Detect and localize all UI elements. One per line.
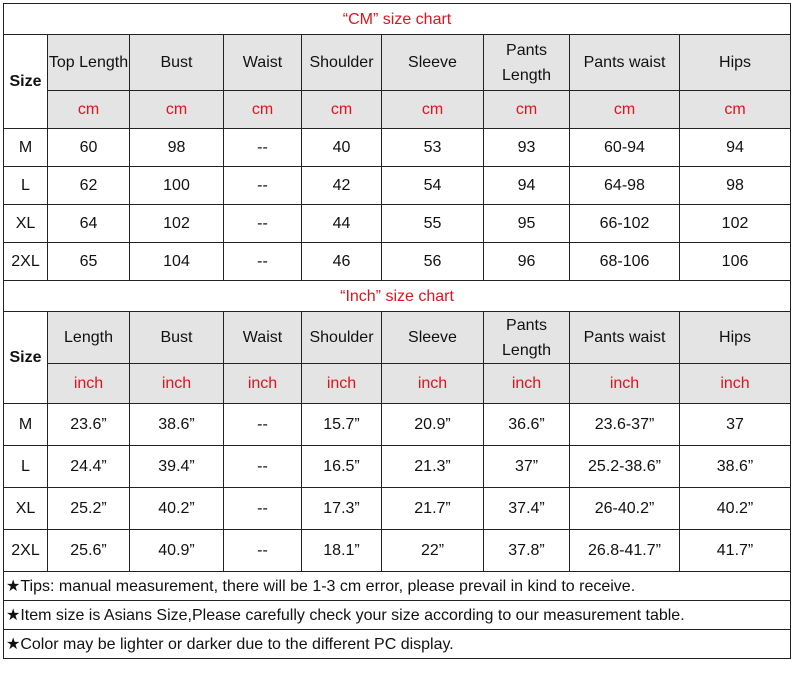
cm-value-cell: 55 (382, 205, 484, 243)
cm-unit-cell: cm (382, 91, 484, 129)
cm-unit-row (4, 91, 791, 129)
size-chart-table (3, 3, 791, 659)
inch-size-cell: 2XL (4, 530, 48, 572)
cm-value-cell: 53 (382, 129, 484, 167)
inch-unit-cell: inch (302, 364, 382, 404)
cm-value-cell: 95 (484, 205, 570, 243)
inch-column-header: Pants Length (484, 312, 570, 364)
cm-unit-cell: cm (224, 91, 302, 129)
cm-value-cell: 102 (130, 205, 224, 243)
inch-value-cell: 39.4” (130, 446, 224, 488)
inch-value-cell: 40.9” (130, 530, 224, 572)
inch-unit-cell: inch (48, 364, 130, 404)
inch-unit-cell: inch (130, 364, 224, 404)
cm-size-cell: 2XL (4, 243, 48, 281)
cm-value-cell: 40 (302, 129, 382, 167)
note-row (4, 601, 791, 630)
inch-column-header: Sleeve (382, 312, 484, 364)
cm-column-header: Shoulder (302, 35, 382, 91)
inch-value-cell: 15.7” (302, 404, 382, 446)
cm-column-header: Top Length (48, 35, 130, 91)
inch-value-cell: 21.3” (382, 446, 484, 488)
cm-value-cell: 60-94 (570, 129, 680, 167)
inch-value-cell: 26.8-41.7” (570, 530, 680, 572)
cm-value-cell: 68-106 (570, 243, 680, 281)
inch-value-cell: 41.7” (680, 530, 791, 572)
inch-title-row (4, 281, 791, 312)
inch-table-row (4, 488, 791, 530)
cm-unit-cell: cm (302, 91, 382, 129)
cm-value-cell: 64-98 (570, 167, 680, 205)
cm-value-cell: -- (224, 243, 302, 281)
note-row (4, 572, 791, 601)
cm-value-cell: 60 (48, 129, 130, 167)
cm-table-row (4, 205, 791, 243)
inch-value-cell: 37 (680, 404, 791, 446)
cm-value-cell: -- (224, 129, 302, 167)
cm-value-cell: 56 (382, 243, 484, 281)
inch-value-cell: 37” (484, 446, 570, 488)
inch-unit-cell: inch (224, 364, 302, 404)
cm-size-cell: L (4, 167, 48, 205)
inch-value-cell: 37.4” (484, 488, 570, 530)
inch-unit-cell: inch (570, 364, 680, 404)
cm-value-cell: 98 (130, 129, 224, 167)
inch-table-row (4, 446, 791, 488)
inch-value-cell: 40.2” (130, 488, 224, 530)
cm-value-cell: 54 (382, 167, 484, 205)
cm-unit-cell: cm (484, 91, 570, 129)
note-text: ★Color may be lighter or darker due to the different PC display. (4, 630, 791, 659)
cm-size-header: Size (4, 35, 48, 129)
inch-value-cell: 23.6” (48, 404, 130, 446)
inch-unit-cell: inch (484, 364, 570, 404)
cm-unit-cell: cm (570, 91, 680, 129)
inch-value-cell: 18.1” (302, 530, 382, 572)
cm-chart-title: “CM” size chart (4, 4, 791, 35)
inch-value-cell: 22” (382, 530, 484, 572)
inch-table-row (4, 530, 791, 572)
note-text: ★Item size is Asians Size,Please carefully check your size according to our measurement table. (4, 601, 791, 630)
inch-value-cell: -- (224, 488, 302, 530)
inch-value-cell: 26-40.2” (570, 488, 680, 530)
note-text: ★Tips: manual measurement, there will be 1-3 cm error, please prevail in kind to receive. (4, 572, 791, 601)
cm-value-cell: -- (224, 205, 302, 243)
cm-column-header: Pants Length (484, 35, 570, 91)
inch-unit-cell: inch (680, 364, 791, 404)
inch-value-cell: 25.2” (48, 488, 130, 530)
inch-unit-row (4, 364, 791, 404)
inch-unit-cell: inch (382, 364, 484, 404)
cm-table-row (4, 243, 791, 281)
inch-value-cell: 17.3” (302, 488, 382, 530)
inch-value-cell: 36.6” (484, 404, 570, 446)
inch-header-row (4, 312, 791, 364)
inch-value-cell: 24.4” (48, 446, 130, 488)
cm-column-header: Hips (680, 35, 791, 91)
cm-value-cell: 93 (484, 129, 570, 167)
inch-value-cell: 25.2-38.6” (570, 446, 680, 488)
cm-value-cell: 44 (302, 205, 382, 243)
inch-column-header: Hips (680, 312, 791, 364)
inch-value-cell: 23.6-37” (570, 404, 680, 446)
cm-column-header: Pants waist (570, 35, 680, 91)
cm-unit-cell: cm (130, 91, 224, 129)
inch-column-header: Shoulder (302, 312, 382, 364)
inch-value-cell: -- (224, 530, 302, 572)
inch-value-cell: 16.5” (302, 446, 382, 488)
cm-table-row (4, 167, 791, 205)
inch-chart-title: “Inch” size chart (4, 281, 791, 312)
cm-value-cell: 65 (48, 243, 130, 281)
cm-value-cell: 94 (484, 167, 570, 205)
inch-value-cell: 40.2” (680, 488, 791, 530)
inch-value-cell: -- (224, 446, 302, 488)
cm-value-cell: 104 (130, 243, 224, 281)
cm-unit-cell: cm (680, 91, 791, 129)
inch-column-header: Pants waist (570, 312, 680, 364)
inch-column-header: Length (48, 312, 130, 364)
inch-value-cell: -- (224, 404, 302, 446)
inch-size-cell: XL (4, 488, 48, 530)
cm-size-cell: M (4, 129, 48, 167)
cm-value-cell: 106 (680, 243, 791, 281)
size-chart-body (4, 4, 791, 659)
inch-column-header: Waist (224, 312, 302, 364)
cm-value-cell: 42 (302, 167, 382, 205)
cm-column-header: Waist (224, 35, 302, 91)
cm-column-header: Bust (130, 35, 224, 91)
inch-value-cell: 37.8” (484, 530, 570, 572)
cm-value-cell: 46 (302, 243, 382, 281)
inch-size-header: Size (4, 312, 48, 404)
inch-table-row (4, 404, 791, 446)
cm-size-cell: XL (4, 205, 48, 243)
cm-value-cell: 96 (484, 243, 570, 281)
cm-value-cell: 98 (680, 167, 791, 205)
cm-value-cell: 102 (680, 205, 791, 243)
inch-size-cell: L (4, 446, 48, 488)
cm-value-cell: 62 (48, 167, 130, 205)
inch-column-header: Bust (130, 312, 224, 364)
cm-value-cell: -- (224, 167, 302, 205)
cm-value-cell: 94 (680, 129, 791, 167)
cm-unit-cell: cm (48, 91, 130, 129)
inch-value-cell: 25.6” (48, 530, 130, 572)
inch-value-cell: 21.7” (382, 488, 484, 530)
cm-value-cell: 64 (48, 205, 130, 243)
inch-value-cell: 20.9” (382, 404, 484, 446)
inch-value-cell: 38.6” (680, 446, 791, 488)
cm-header-row (4, 35, 791, 91)
cm-value-cell: 66-102 (570, 205, 680, 243)
cm-title-row (4, 4, 791, 35)
cm-table-row (4, 129, 791, 167)
inch-value-cell: 38.6” (130, 404, 224, 446)
note-row (4, 630, 791, 659)
cm-column-header: Sleeve (382, 35, 484, 91)
cm-value-cell: 100 (130, 167, 224, 205)
inch-size-cell: M (4, 404, 48, 446)
